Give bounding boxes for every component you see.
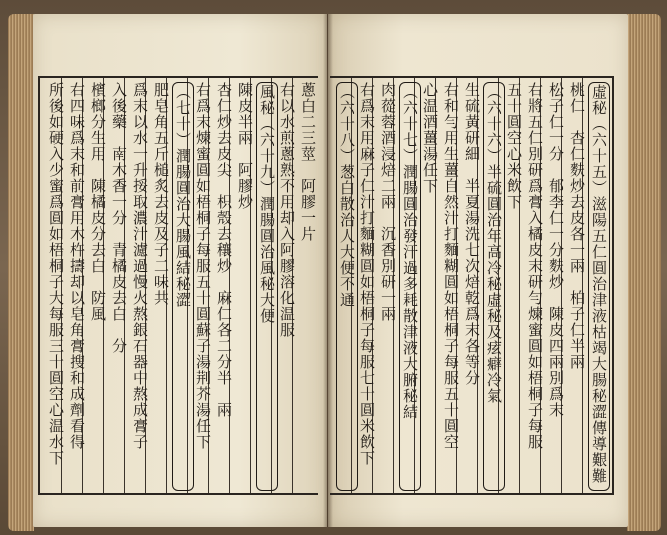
left_page-column-13: 所後如硬入少蜜爲圓如梧桐子大每服三十圓空心温水下 xyxy=(47,82,65,466)
left-page-frame xyxy=(38,76,318,495)
right_page-column-12: 右爲末用麻子仁汁打麵糊圓如梧桐子每服七十圓米飲下 xyxy=(358,82,376,466)
right_page-column-10: （六十七）潤腸圓治發汗過多耗散津液大腑秘結 xyxy=(399,82,421,491)
right_page-column-6: （六十六）半硫圓治年高冷秘虛秘及痃癖冷氣 xyxy=(483,82,505,491)
right_page-column-13: （六十八）葱白散治人大便不通 xyxy=(336,82,358,491)
left_page-column-12: 右四味爲末和前膏用木杵擣却以皂角膏搜和成劑看得 xyxy=(68,82,86,450)
left_page-column-11: 檳榔分生用 陳橘皮分去白 防風 xyxy=(89,82,107,322)
right_page-column-9: 心温酒薑湯任下 xyxy=(421,82,439,194)
left_page-column-4: 陳皮半兩 阿膠炒 xyxy=(236,82,254,210)
right-page-edges xyxy=(627,14,661,531)
left_page-column-10: 入後藥 南木香一分 青橘皮去白 分 xyxy=(110,82,128,354)
right-page-frame xyxy=(330,76,614,495)
left-page-edges xyxy=(8,14,34,531)
left_page-column-2: 右以水煎蔥熟不用却入阿膠溶化温服 xyxy=(278,82,296,338)
right_page-column-8: 右和勻用生薑自然汁打麵糊圓如梧桐子每服五十圓空 xyxy=(442,82,460,450)
right_page-column-5: 五十圓空心米飲下 xyxy=(505,82,523,210)
left_page-column-3: 風秘（六十九）潤腸圓治風秘大便 xyxy=(256,82,278,491)
right_page-column-1: 虛秘（六十五）滋陽五仁圓治津液枯竭大腸秘澀傳導艱難 xyxy=(588,82,610,491)
right_page-column-11: 肉蓯蓉酒浸焙二兩 沉香別研一兩 xyxy=(379,82,397,322)
left_page-column-5: 杏仁炒去皮尖 枳殼去穰炒 麻仁各二分半 兩 xyxy=(215,82,233,418)
left_page-column-9: 爲末以水一升挼取濃汁濾過慢火熬銀石器中熬成膏子 xyxy=(131,82,149,450)
right_page-column-7: 生硫黃研細 半夏湯洗七次焙乾爲末各等分 xyxy=(463,82,481,386)
left_page-column-1: 蔥白二三莖 阿膠一片 xyxy=(299,82,317,242)
right_page-column-3: 松子仁一分 郁李仁一分麩炒 陳皮四兩別爲末 xyxy=(547,82,565,418)
right_page-column-4: 右將五仁別研爲膏入橘皮末研勻煉蜜圓如梧桐子每服 xyxy=(526,82,544,450)
left_page-column-6: 右爲末煉蜜圓如梧桐子每服五十圓蘇子湯荆芥湯任下 xyxy=(194,82,212,450)
right_page-column-2: 桃仁 杏仁麩炒去皮各一兩 柏子仁半兩 xyxy=(568,82,586,370)
left_page-column-7: （七十）潤腸圓治大腸風結秘澀 xyxy=(172,82,194,491)
left_page-column-8: 肥皂角五斤槌炙去皮及子二味共 xyxy=(152,82,170,306)
